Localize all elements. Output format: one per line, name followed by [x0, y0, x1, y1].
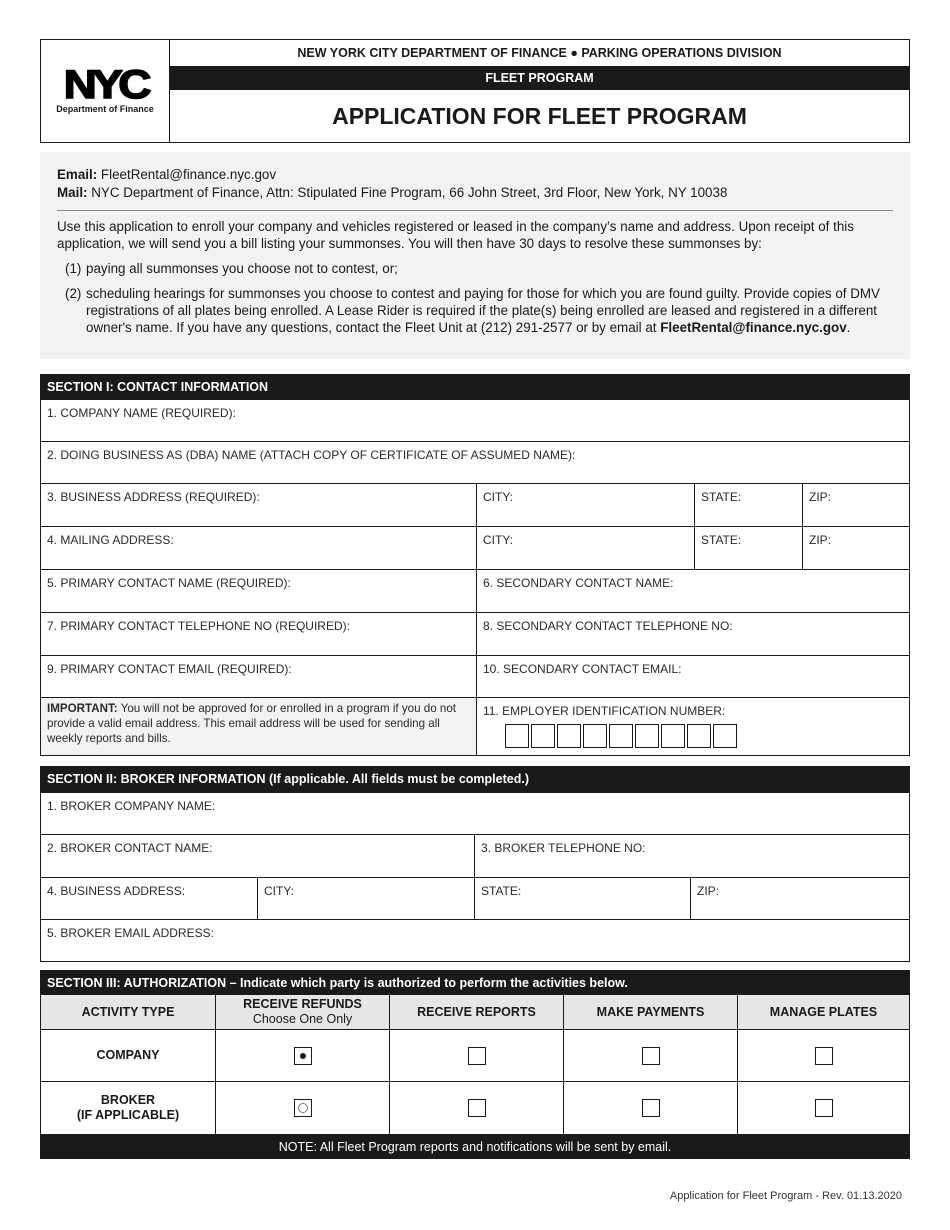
- fleet-email-link[interactable]: FleetRental@finance.nyc.gov: [660, 320, 847, 335]
- mailing-address-field[interactable]: 4. MAILING ADDRESS:: [47, 533, 174, 547]
- primary-phone-field[interactable]: 7. PRIMARY CONTACT TELEPHONE NO (REQUIRED):: [47, 619, 350, 633]
- mailing-zip-field[interactable]: ZIP:: [802, 527, 909, 569]
- broker-state-field[interactable]: STATE:: [474, 878, 690, 919]
- broker-plates-checkbox[interactable]: [815, 1099, 833, 1117]
- business-state-field[interactable]: STATE:: [694, 484, 802, 526]
- col-manage-plates: MANAGE PLATES: [737, 995, 909, 1029]
- company-name-field[interactable]: 1. COMPANY NAME (REQUIRED):: [47, 406, 236, 420]
- section2-form: [40, 792, 910, 962]
- primary-contact-name-field[interactable]: 5. PRIMARY CONTACT NAME (REQUIRED):: [47, 576, 291, 590]
- col-receive-refunds: RECEIVE REFUNDS Choose One Only: [215, 995, 389, 1029]
- company-plates-checkbox[interactable]: [815, 1047, 833, 1065]
- business-city-field[interactable]: CITY:: [476, 484, 694, 526]
- nyc-logo-text: NYC: [63, 63, 147, 107]
- list-item: (2) scheduling hearings for summonses you choose to contest and paying for those for which you are found guilty. Provide copies of DMV registrations of all plates being enrolled. A Lease Rider is required if the plate(s) being enrolled are leased and registered in a different owner's name. If you have any questions, contact the Fleet Unit at (212) 291-2577 or by email at FleetRental@finance.nyc.gov.: [65, 286, 880, 335]
- ein-digit-box[interactable]: [661, 724, 685, 748]
- ein-field: [476, 698, 909, 755]
- ein-digit-box[interactable]: [531, 724, 555, 748]
- broker-email-field[interactable]: 5. BROKER EMAIL ADDRESS:: [47, 926, 214, 940]
- unselected-ring-icon: [298, 1103, 308, 1113]
- broker-company-field[interactable]: 1. BROKER COMPANY NAME:: [47, 799, 216, 813]
- company-refunds-radio[interactable]: [294, 1047, 312, 1065]
- broker-payments-checkbox[interactable]: [642, 1099, 660, 1117]
- selected-dot-icon: [300, 1053, 306, 1059]
- secondary-contact-name-field[interactable]: 6. SECONDARY CONTACT NAME:: [476, 570, 909, 612]
- table-row: [41, 1030, 909, 1082]
- important-notice: IMPORTANT: You will not be approved for or enrolled in a program if you do not provide a valid email address. This email address will be used for sending all weekly reports and bills.: [41, 698, 476, 755]
- dba-name-field[interactable]: 2. DOING BUSINESS AS (DBA) NAME (ATTACH COPY OF CERTIFICATE OF ASSUMED NAME):: [47, 448, 576, 462]
- company-reports-checkbox[interactable]: [468, 1047, 486, 1065]
- ein-digit-boxes: [505, 724, 739, 748]
- col-activity-type: ACTIVITY TYPE: [41, 995, 215, 1029]
- table-row: [41, 1082, 909, 1134]
- secondary-email-field[interactable]: 10. SECONDARY CONTACT EMAIL:: [476, 656, 909, 697]
- contact-email[interactable]: FleetRental@finance.nyc.gov: [100, 167, 277, 182]
- table-header-row: [41, 995, 909, 1030]
- logo-subtitle: Department of Finance: [56, 104, 154, 114]
- mailing-address-text: NYC Department of Finance, Attn: Stipulated Fine Program, 66 John Street, 3rd Floor, New York, NY 10038: [91, 185, 728, 200]
- secondary-phone-field[interactable]: 8. SECONDARY CONTACT TELEPHONE NO:: [476, 613, 909, 655]
- section1-header: SECTION I: CONTACT INFORMATION: [40, 374, 910, 399]
- mailing-state-field[interactable]: STATE:: [694, 527, 802, 569]
- col-make-payments: MAKE PAYMENTS: [563, 995, 737, 1029]
- form-header: [40, 39, 910, 143]
- broker-reports-checkbox[interactable]: [468, 1099, 486, 1117]
- form-revision: Application for Fleet Program - Rev. 01.13.2020: [669, 1190, 902, 1202]
- ein-digit-box[interactable]: [687, 724, 711, 748]
- authorization-table: [40, 995, 910, 1134]
- list-item: (1) paying all summonses you choose not to contest, or;: [65, 261, 398, 276]
- email-label: Email:: [57, 167, 98, 182]
- ein-digit-box[interactable]: [505, 724, 529, 748]
- ein-digit-box[interactable]: [635, 724, 659, 748]
- instructions-panel: [40, 152, 910, 359]
- section1-form: [40, 399, 910, 756]
- divider: [57, 210, 893, 211]
- broker-contact-field[interactable]: 2. BROKER CONTACT NAME:: [47, 841, 213, 855]
- broker-address-field[interactable]: 4. BUSINESS ADDRESS:: [47, 884, 186, 898]
- row-company-label: COMPANY: [96, 1048, 160, 1062]
- row-broker-label: BROKER (IF APPLICABLE): [76, 1093, 180, 1122]
- business-address-field[interactable]: 3. BUSINESS ADDRESS (REQUIRED):: [47, 490, 260, 504]
- form-title: APPLICATION FOR FLEET PROGRAM: [332, 102, 747, 129]
- intro-text: Use this application to enroll your company and vehicles registered or leased in the company’s name and address. Upon receipt of this application, we will send you a bill listing your summonses. You will then have 30 days to resolve these summonses by:: [57, 219, 854, 251]
- program-bar: FLEET PROGRAM: [170, 66, 909, 90]
- company-payments-checkbox[interactable]: [642, 1047, 660, 1065]
- broker-city-field[interactable]: CITY:: [257, 878, 474, 919]
- ein-digit-box[interactable]: [609, 724, 633, 748]
- broker-zip-field[interactable]: ZIP:: [690, 878, 909, 919]
- col-receive-reports: RECEIVE REPORTS: [389, 995, 563, 1029]
- mailing-city-field[interactable]: CITY:: [476, 527, 694, 569]
- ein-digit-box[interactable]: [583, 724, 607, 748]
- broker-refunds-radio[interactable]: [294, 1099, 312, 1117]
- mail-label: Mail:: [57, 185, 88, 200]
- business-zip-field[interactable]: ZIP:: [802, 484, 909, 526]
- section2-header: SECTION II: BROKER INFORMATION (If applicable. All fields must be completed.): [40, 766, 910, 792]
- email-note-bar: NOTE: All Fleet Program reports and notifications will be sent by email.: [40, 1134, 910, 1159]
- ein-label: 11. EMPLOYER IDENTIFICATION NUMBER:: [483, 704, 726, 718]
- section3-header: SECTION III: AUTHORIZATION – Indicate which party is authorized to perform the activities below.: [40, 970, 910, 995]
- primary-email-field[interactable]: 9. PRIMARY CONTACT EMAIL (REQUIRED):: [47, 662, 292, 676]
- nyc-dof-logo: [41, 40, 170, 142]
- department-line: NEW YORK CITY DEPARTMENT OF FINANCE ● PARKING OPERATIONS DIVISION: [297, 46, 782, 60]
- ein-digit-box[interactable]: [557, 724, 581, 748]
- ein-digit-box[interactable]: [713, 724, 737, 748]
- broker-phone-field[interactable]: 3. BROKER TELEPHONE NO:: [474, 835, 909, 877]
